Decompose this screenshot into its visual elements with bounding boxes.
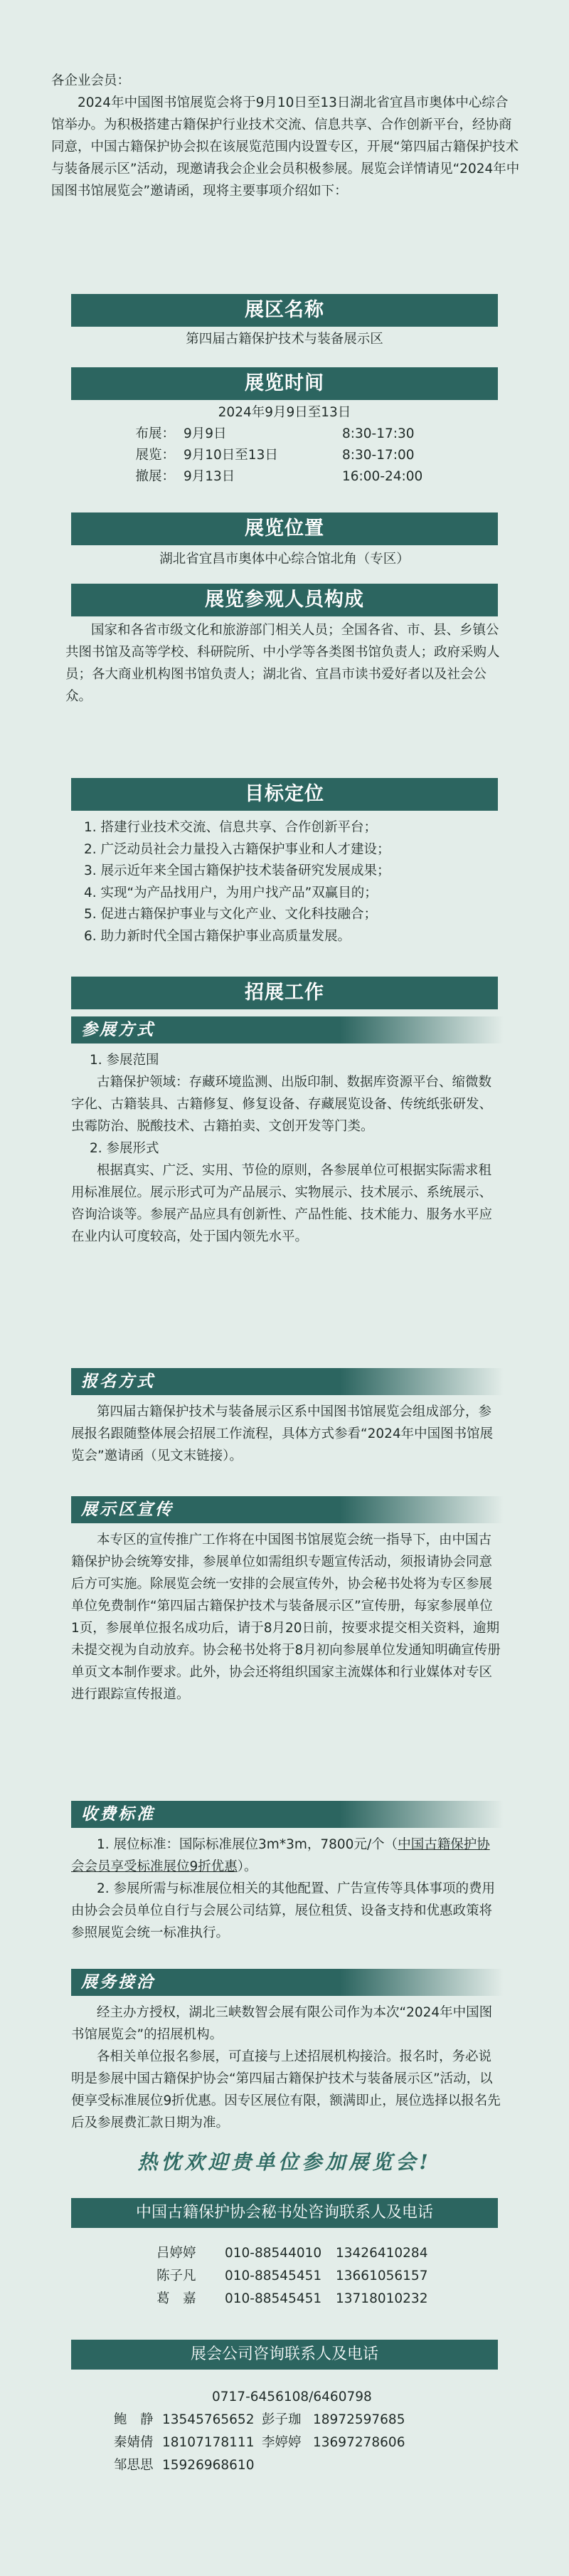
liaison-p2: 各相关单位报名参展，可直接与上述招展机构接洽。报名时，务必说明是参展中国古籍保护协会“第四届古籍保护技术与装备展示区”活动，以便享受标准展位9折优惠。因专区展位有限，额满即止，展位选择以报名先后及参展费汇款日期为准。 bbox=[71, 2049, 501, 2130]
time-range: 2024年9月9日至13日 bbox=[218, 405, 351, 420]
subsection-label: 收费标准 bbox=[81, 1804, 155, 1824]
association-contact-row bbox=[156, 2266, 427, 2287]
contact-name: 鲍 静 bbox=[114, 2412, 154, 2427]
contact-name: 彭子珈 bbox=[262, 2412, 302, 2427]
goal-item: 6. 助力新时代全国古籍保护事业高质量发展。 bbox=[84, 928, 351, 944]
section-title-recruit: 招展工作 bbox=[71, 977, 498, 1009]
subsection-label: 展务接洽 bbox=[81, 1972, 155, 1992]
registration-body bbox=[71, 1401, 501, 1467]
contact-phone: 010-88545451 bbox=[225, 2291, 322, 2306]
schedule-date: 9月10日至13日 bbox=[184, 448, 278, 463]
schedule-time: 16:00-24:00 bbox=[342, 469, 423, 484]
contact-phone: 010-88544010 bbox=[225, 2246, 322, 2261]
contact-phone: 010-88545451 bbox=[225, 2269, 322, 2283]
subsection-fade bbox=[340, 1801, 504, 1828]
company-contacts-title: 展会公司咨询联系人及电话 bbox=[71, 2340, 498, 2370]
goal-item: 4. 实现“为产品找用户，为用户找产品”双赢目的； bbox=[84, 885, 378, 900]
schedule-label: 布展： bbox=[135, 426, 175, 441]
subsection-title-promotion bbox=[71, 1496, 504, 1523]
contact-mobile: 15926968610 bbox=[162, 2458, 255, 2473]
member-discount-note: 中国古籍保护协会会员享受标准展位9折优惠 bbox=[71, 1837, 490, 1874]
goal-item: 5. 促进古籍保护事业与文化产业、文化科技融合； bbox=[84, 907, 378, 922]
schedule-time: 8:30-17:00 bbox=[342, 448, 415, 463]
welcome-slogan: 热忱欢迎贵单位参加展览会! bbox=[137, 2150, 432, 2174]
contact-name: 邹思思 bbox=[114, 2458, 154, 2473]
contact-mobile: 13718010232 bbox=[336, 2291, 428, 2306]
section-title-time: 展览时间 bbox=[71, 367, 498, 400]
subsection-fade bbox=[340, 1969, 504, 1996]
section-title-visitors: 展览参观人员构成 bbox=[71, 584, 498, 616]
participation-item2-text: 根据真实、广泛、实用、节俭的原则，各参展单位可根据实际需求租用标准展位。展示形式可为产品展示、实物展示、技术展示、系统展示、咨询洽谈等。参展产品应具有创新性、产品性能、技术能力、服务水平应在业内认可度较高，处于国内领先水平。 bbox=[71, 1163, 493, 1244]
schedule-row-teardown bbox=[125, 466, 481, 488]
intro bbox=[51, 70, 521, 202]
schedule-label: 撤展： bbox=[135, 469, 175, 484]
schedule-date: 9月9日 bbox=[184, 426, 227, 441]
subsection-label: 展示区宣传 bbox=[81, 1500, 174, 1519]
fees-item1-pre: 1. 展位标准：国际标准展位3m*3m，7800元/个（ bbox=[97, 1837, 398, 1852]
salutation: 各企业会员： bbox=[51, 73, 131, 88]
schedule-time: 8:30-17:30 bbox=[342, 426, 415, 441]
promotion-text: 本专区的宣传推广工作将在中国图书馆展览会统一指导下，由中国古籍保护协会统筹安排，参展单位如需组织专题宣传活动，须报请协会同意后方可实施。除展览会统一安排的会展宣传外，协会秘书处将为专区参展单位免费制作“第四届古籍保护技术与装备展示区”宣传册，每家参展单位1页，参展单位报名成功后，请于8月20日前，按要求提交相关资料，逾期未提交视为自动放弃。协会秘书处将于8月初向参展单位发通知明确宣传册单页文本制作要求。此外，协会还将组织国家主流媒体和行业媒体对专区进行跟踪宣传报道。 bbox=[71, 1533, 501, 1702]
goals-list bbox=[84, 817, 496, 947]
schedule-label: 展览： bbox=[135, 448, 175, 463]
contact-mobile: 18972597685 bbox=[313, 2412, 405, 2427]
contact-mobile: 13426410284 bbox=[336, 2246, 428, 2261]
participation-body bbox=[71, 1049, 501, 1248]
schedule-row-setup bbox=[125, 424, 481, 445]
subsection-title-registration bbox=[71, 1368, 504, 1395]
subsection-title-fees bbox=[71, 1801, 504, 1828]
goal-item: 3. 展示近年来全国古籍保护技术装备研究发展成果； bbox=[84, 863, 390, 878]
goal-item: 2. 广泛动员社会力量投入古籍保护事业和人才建设； bbox=[84, 841, 390, 857]
contact-name: 李婷婷 bbox=[262, 2435, 302, 2450]
subsection-label: 报名方式 bbox=[81, 1372, 155, 1391]
fees-item1 bbox=[71, 1834, 501, 1878]
location-text: 湖北省宜昌市奥体中心综合馆北角（专区） bbox=[159, 552, 410, 567]
section-title-name: 展区名称 bbox=[71, 294, 498, 327]
subsection-title-liaison bbox=[71, 1969, 504, 1996]
promotion-body bbox=[71, 1529, 501, 1705]
subsection-fade bbox=[340, 1016, 504, 1043]
company-contact-pair bbox=[114, 2409, 405, 2431]
fees-body bbox=[71, 1834, 501, 1944]
association-contact-row bbox=[156, 2243, 427, 2264]
participation-item1-title: 1. 参展范围 bbox=[90, 1053, 159, 1068]
schedule-date: 9月13日 bbox=[184, 469, 235, 484]
association-contact-row bbox=[156, 2288, 427, 2310]
participation-item1-text: 古籍保护领域：存藏环境监测、出版印制、数据库资源平台、缩微数字化、古籍装具、古籍修复、修复设备、存藏展览设备、传统纸张研发、虫霉防治、脱酸技术、古籍拍卖、文创开发等门类。 bbox=[71, 1075, 493, 1134]
contact-name: 陈子凡 bbox=[156, 2269, 196, 2283]
visitors-text: 国家和各省市级文化和旅游部门相关人员；全国各省、市、县、乡镇公共图书馆及高等学校、科研院所、中小学等各类图书馆负责人；政府采购人员；各大商业机构图书馆负责人；湖北省、宜昌市读书爱好者以及社会公众。 bbox=[65, 623, 500, 704]
intro-body: 2024年中国图书馆展览会将于9月10日至13日湖北省宜昌市奥体中心综合馆举办。为积极搭建古籍保护行业技术交流、信息共享、合作创新平台，经协商同意，中国古籍保护协会拟在该展览范围内设置专区，开展“第四届古籍保护技术与装备展示区”活动，现邀请我会企业会员积极参展。展览会详情请见“2024年中国图书馆展览会”邀请函，现将主要事项介绍如下： bbox=[51, 95, 520, 199]
company-contact-last bbox=[114, 2455, 254, 2476]
registration-text: 第四届古籍保护技术与装备展示区系中国图书馆展览会组成部分，参展报名跟随整体展会招展工作流程，具体方式参看“2024年中国图书馆展览会”邀请函（见文末链接）。 bbox=[71, 1404, 494, 1463]
subsection-title-participation bbox=[71, 1016, 504, 1043]
schedule-row-exhibit bbox=[125, 445, 481, 466]
fees-item1-post: ）。 bbox=[237, 1859, 257, 1874]
subsection-fade bbox=[340, 1368, 504, 1395]
company-contact-pair bbox=[114, 2432, 405, 2454]
contact-mobile: 13545765652 bbox=[162, 2412, 255, 2427]
fees-item2: 2. 参展所需与标准展位相关的其他配置、广告宣传等具体事项的费用由协会会员单位自行与会展公司结算，展位租赁、设备支持和优惠政策将参照展览会统一标准执行。 bbox=[71, 1881, 496, 1940]
exhibition-area-name: 第四届古籍保护技术与装备展示区 bbox=[186, 332, 383, 347]
subsection-label: 参展方式 bbox=[81, 1020, 155, 1039]
section-title-goals: 目标定位 bbox=[71, 778, 498, 811]
contact-mobile: 13697278606 bbox=[313, 2435, 405, 2450]
liaison-p1: 经主办方授权，湖北三峡数智会展有限公司作为本次“2024年中国图书馆展览会”的招展机构。 bbox=[71, 2005, 493, 2042]
contact-name: 葛 嘉 bbox=[156, 2291, 196, 2306]
contact-mobile: 13661056157 bbox=[336, 2269, 428, 2283]
subsection-fade bbox=[340, 1496, 504, 1523]
association-contacts-title: 中国古籍保护协会秘书处咨询联系人及电话 bbox=[71, 2198, 498, 2228]
goal-item: 1. 搭建行业技术交流、信息共享、合作创新平台； bbox=[84, 820, 378, 835]
contact-name: 秦婧倩 bbox=[114, 2435, 154, 2450]
contact-name: 吕婷婷 bbox=[156, 2246, 196, 2261]
participation-item2-title: 2. 参展形式 bbox=[90, 1141, 159, 1156]
contact-mobile: 18107178111 bbox=[162, 2435, 255, 2450]
section-title-location: 展览位置 bbox=[71, 512, 498, 545]
company-phone: 0717-6456108/6460798 bbox=[212, 2390, 372, 2404]
liaison-body bbox=[71, 2002, 501, 2134]
